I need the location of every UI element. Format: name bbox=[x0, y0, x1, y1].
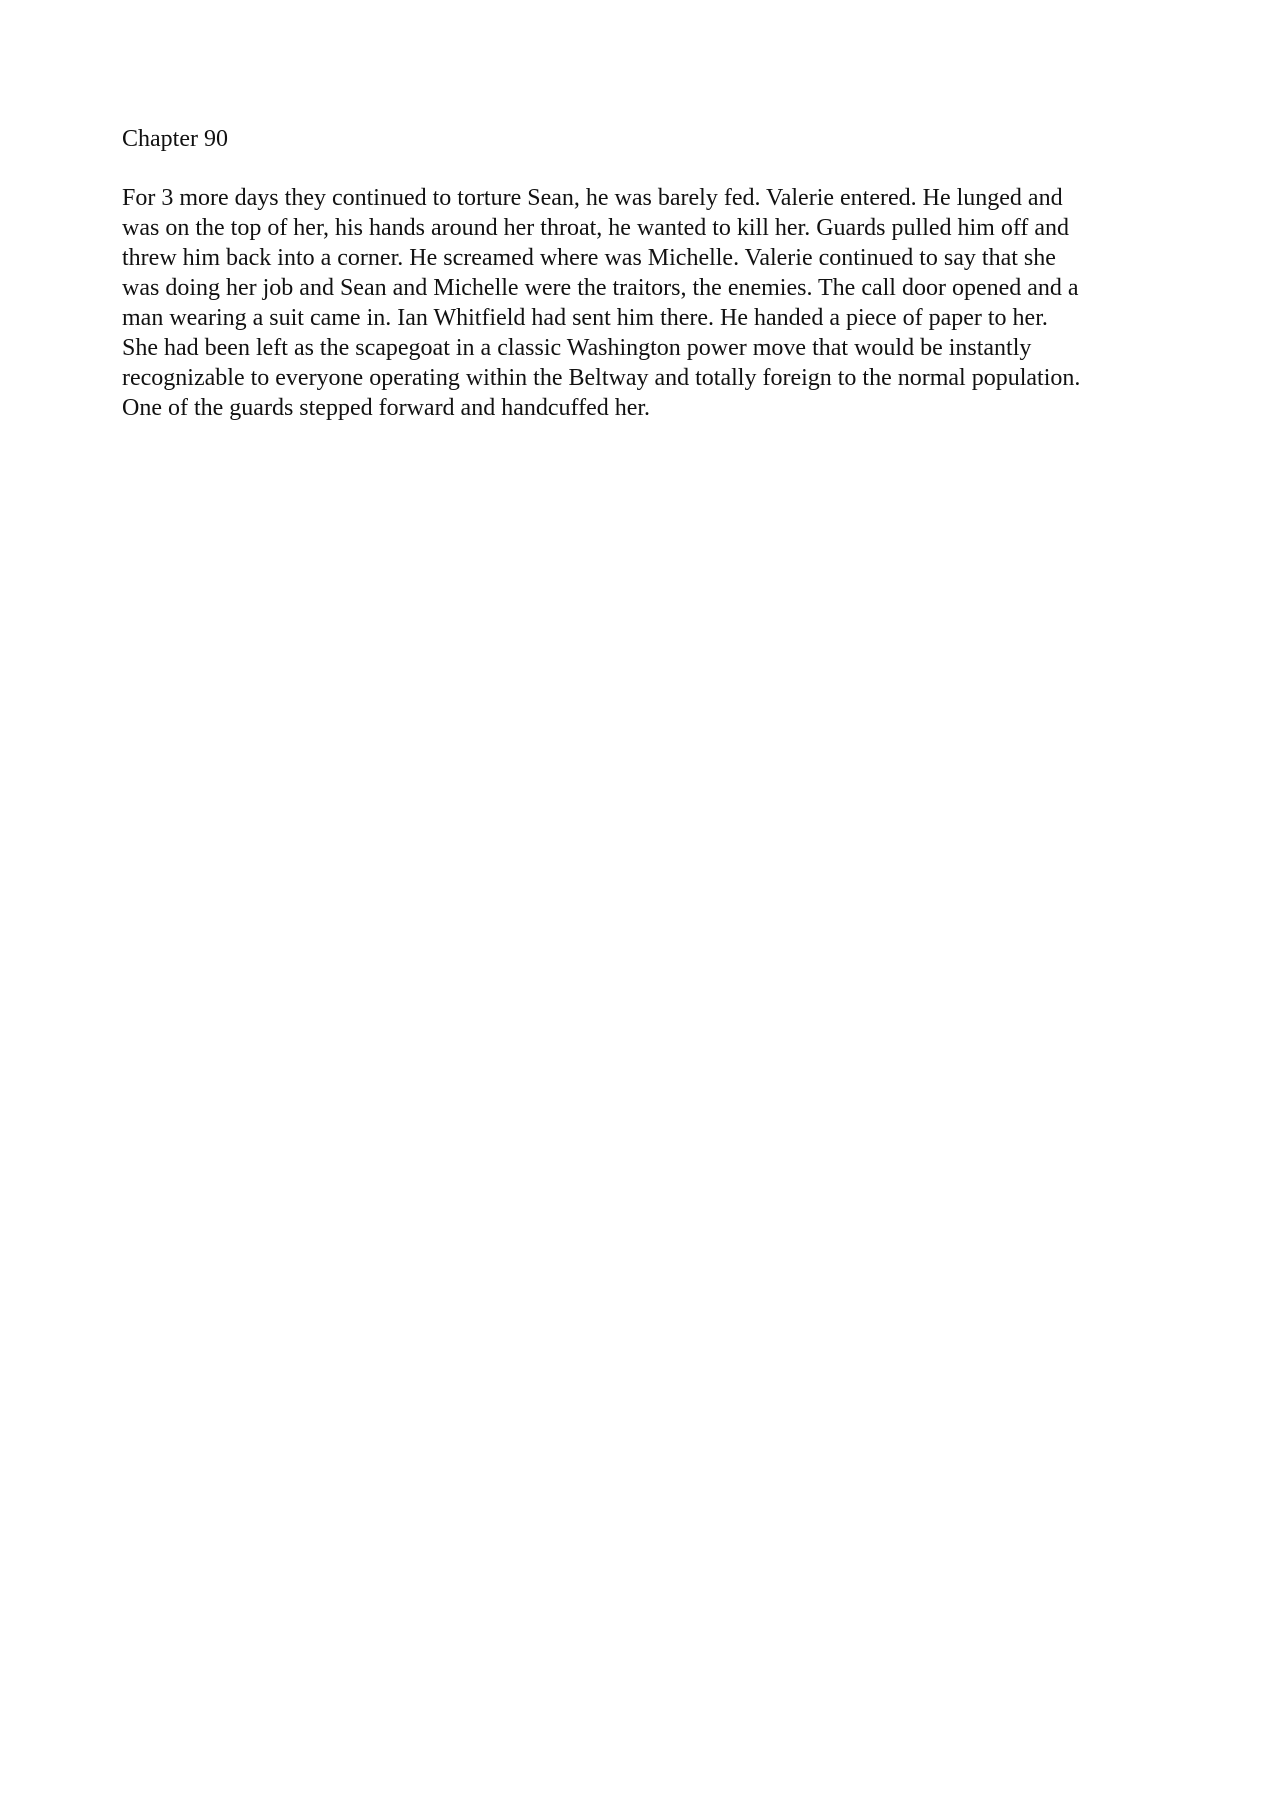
paragraph-line: was doing her job and Sean and Michelle were the traitors, the enemies. The call door opened and a bbox=[122, 275, 1079, 301]
body-paragraph bbox=[122, 183, 1172, 423]
paragraph-line: One of the guards stepped forward and handcuffed her. bbox=[122, 395, 651, 421]
paragraph-line: threw him back into a corner. He screamed where was Michelle. Valerie continued to say that she bbox=[122, 245, 1056, 271]
paragraph-line: She had been left as the scapegoat in a classic Washington power move that would be instantly bbox=[122, 335, 1032, 361]
chapter-title: Chapter 90 bbox=[122, 126, 228, 152]
text-block bbox=[122, 124, 1172, 423]
paragraph-line: man wearing a suit came in. Ian Whitfield had sent him there. He handed a piece of paper to her. bbox=[122, 305, 1048, 331]
paragraph-line: For 3 more days they continued to torture Sean, he was barely fed. Valerie entered. He lunged and bbox=[122, 185, 1063, 211]
paragraph-line: recognizable to everyone operating within the Beltway and totally foreign to the normal population. bbox=[122, 365, 1081, 391]
paragraph-line: was on the top of her, his hands around her throat, he wanted to kill her. Guards pulled him off and bbox=[122, 215, 1070, 241]
